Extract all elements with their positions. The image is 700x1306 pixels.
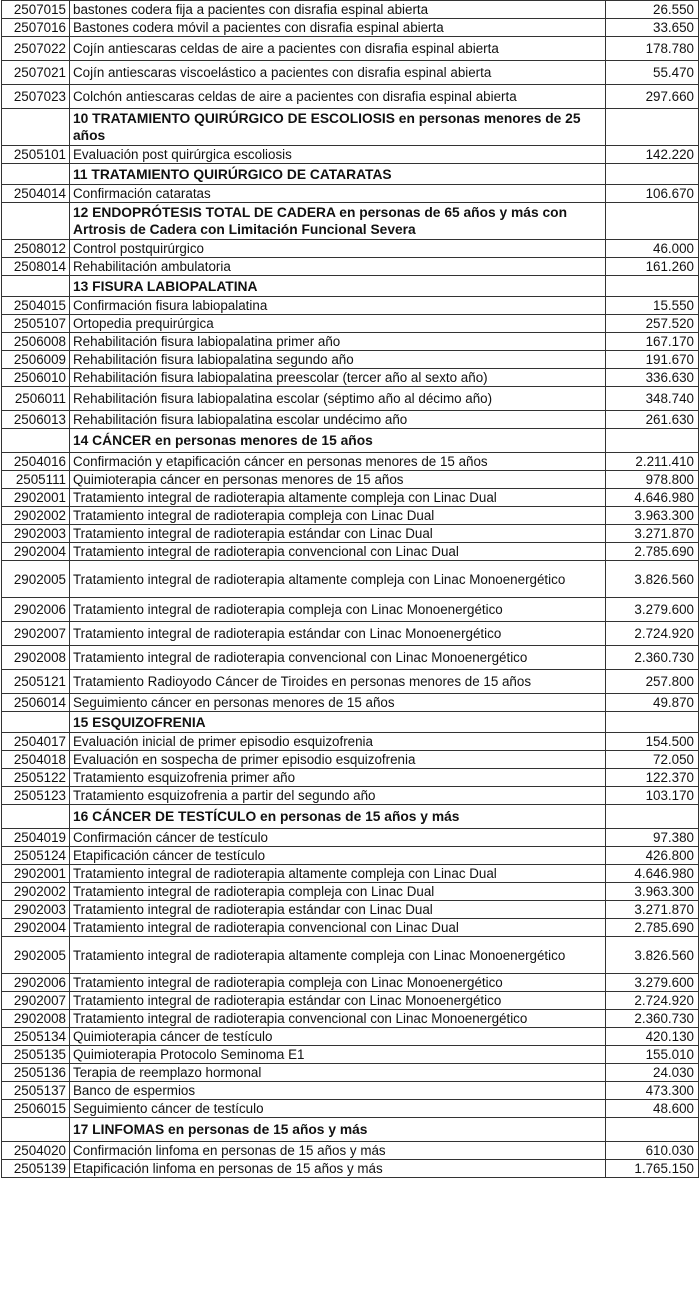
value-cell: 167.170	[606, 333, 699, 351]
table-row	[2, 258, 699, 276]
section-header-row	[2, 429, 699, 453]
description-cell: Rehabilitación fisura labiopalatina preescolar (tercer año al sexto año)	[70, 369, 606, 387]
section-header-row	[2, 805, 699, 829]
value-cell	[606, 276, 699, 297]
table-row	[2, 694, 699, 712]
value-cell: 257.520	[606, 315, 699, 333]
table-row	[2, 1100, 699, 1118]
description-cell: Tratamiento integral de radioterapia estándar con Linac Monoenergético	[70, 622, 606, 646]
code-cell: 2902002	[2, 507, 70, 525]
value-cell: 97.380	[606, 829, 699, 847]
code-cell: 2902007	[2, 992, 70, 1010]
section-title: 16 CÁNCER DE TESTÍCULO en personas de 15 años y más	[70, 805, 606, 829]
table-row	[2, 561, 699, 598]
code-cell: 2505139	[2, 1160, 70, 1178]
table-row	[2, 543, 699, 561]
value-cell: 4.646.980	[606, 865, 699, 883]
section-title: 10 TRATAMIENTO QUIRÚRGICO DE ESCOLIOSIS en personas menores de 25 años	[70, 109, 606, 146]
description-cell: Tratamiento Radioyodo Cáncer de Tiroides en personas menores de 15 años	[70, 670, 606, 694]
code-cell: 2505101	[2, 146, 70, 164]
description-cell: Terapia de reemplazo hormonal	[70, 1064, 606, 1082]
value-cell: 610.030	[606, 1142, 699, 1160]
table-row	[2, 787, 699, 805]
section-title: 11 TRATAMIENTO QUIRÚRGICO DE CATARATAS	[70, 164, 606, 185]
value-cell: 3.279.600	[606, 598, 699, 622]
description-cell: Tratamiento integral de radioterapia altamente compleja con Linac Monoenergético	[70, 937, 606, 974]
code-cell: 2902006	[2, 598, 70, 622]
table-row	[2, 622, 699, 646]
code-cell: 2902004	[2, 919, 70, 937]
code-cell	[2, 712, 70, 733]
code-cell: 2505111	[2, 471, 70, 489]
description-cell: Rehabilitación fisura labiopalatina escolar (séptimo año al décimo año)	[70, 387, 606, 411]
table-row	[2, 829, 699, 847]
value-cell: 142.220	[606, 146, 699, 164]
description-cell: Confirmación fisura labiopalatina	[70, 297, 606, 315]
description-cell: Ortopedia prequirúrgica	[70, 315, 606, 333]
description-cell: Confirmación cáncer de testículo	[70, 829, 606, 847]
value-cell: 178.780	[606, 37, 699, 61]
description-cell: Tratamiento integral de radioterapia convencional con Linac Monoenergético	[70, 646, 606, 670]
table-row	[2, 646, 699, 670]
code-cell: 2506013	[2, 411, 70, 429]
table-row	[2, 37, 699, 61]
description-cell: Etapificación linfoma en personas de 15 años y más	[70, 1160, 606, 1178]
section-header-row	[2, 712, 699, 733]
description-cell: Tratamiento integral de radioterapia altamente compleja con Linac Dual	[70, 865, 606, 883]
code-cell: 2902001	[2, 489, 70, 507]
value-cell: 2.724.920	[606, 622, 699, 646]
section-title: 15 ESQUIZOFRENIA	[70, 712, 606, 733]
table-row	[2, 333, 699, 351]
code-cell: 2504015	[2, 297, 70, 315]
table-row	[2, 974, 699, 992]
table-row	[2, 146, 699, 164]
value-cell: 4.646.980	[606, 489, 699, 507]
value-cell: 103.170	[606, 787, 699, 805]
value-cell	[606, 164, 699, 185]
code-cell: 2505124	[2, 847, 70, 865]
description-cell: Tratamiento integral de radioterapia convencional con Linac Dual	[70, 543, 606, 561]
table-row	[2, 751, 699, 769]
value-cell: 3.279.600	[606, 974, 699, 992]
table-row	[2, 883, 699, 901]
value-cell: 336.630	[606, 369, 699, 387]
value-cell: 2.211.410	[606, 453, 699, 471]
code-cell: 2505121	[2, 670, 70, 694]
table-row	[2, 1082, 699, 1100]
description-cell: Tratamiento integral de radioterapia compleja con Linac Dual	[70, 883, 606, 901]
description-cell: Rehabilitación ambulatoria	[70, 258, 606, 276]
value-cell: 3.963.300	[606, 883, 699, 901]
section-header-row	[2, 203, 699, 240]
table-row	[2, 1142, 699, 1160]
value-cell	[606, 712, 699, 733]
code-cell: 2902005	[2, 937, 70, 974]
value-cell: 154.500	[606, 733, 699, 751]
code-cell: 2902006	[2, 974, 70, 992]
code-cell: 2505135	[2, 1046, 70, 1064]
table-row	[2, 1010, 699, 1028]
code-cell: 2902003	[2, 901, 70, 919]
table-row	[2, 315, 699, 333]
table-row	[2, 847, 699, 865]
value-cell: 978.800	[606, 471, 699, 489]
description-cell: Tratamiento integral de radioterapia estándar con Linac Dual	[70, 901, 606, 919]
description-cell: Etapificación cáncer de testículo	[70, 847, 606, 865]
code-cell: 2902004	[2, 543, 70, 561]
description-cell: Tratamiento esquizofrenia primer año	[70, 769, 606, 787]
table-row	[2, 865, 699, 883]
code-cell: 2508014	[2, 258, 70, 276]
description-cell: Bastones codera móvil a pacientes con disrafia espinal abierta	[70, 19, 606, 37]
value-cell: 1.765.150	[606, 1160, 699, 1178]
table-row	[2, 411, 699, 429]
value-cell: 426.800	[606, 847, 699, 865]
value-cell: 3.826.560	[606, 937, 699, 974]
code-cell: 2902005	[2, 561, 70, 598]
value-cell: 33.650	[606, 19, 699, 37]
description-cell: Tratamiento integral de radioterapia convencional con Linac Dual	[70, 919, 606, 937]
description-cell: Evaluación en sospecha de primer episodio esquizofrenia	[70, 751, 606, 769]
code-cell: 2504017	[2, 733, 70, 751]
description-cell: Quimioterapia cáncer en personas menores de 15 años	[70, 471, 606, 489]
table-row	[2, 670, 699, 694]
table-row	[2, 61, 699, 85]
description-cell: Tratamiento integral de radioterapia altamente compleja con Linac Monoenergético	[70, 561, 606, 598]
description-cell: Quimioterapia cáncer de testículo	[70, 1028, 606, 1046]
table-row	[2, 185, 699, 203]
value-cell: 2.785.690	[606, 919, 699, 937]
value-cell: 3.826.560	[606, 561, 699, 598]
code-cell: 2506011	[2, 387, 70, 411]
code-cell	[2, 1118, 70, 1142]
value-cell: 55.470	[606, 61, 699, 85]
description-cell: Confirmación y etapificación cáncer en personas menores de 15 años	[70, 453, 606, 471]
code-cell: 2507016	[2, 19, 70, 37]
table-row	[2, 507, 699, 525]
table-body	[2, 1, 699, 1178]
description-cell: bastones codera fija a pacientes con disrafia espinal abierta	[70, 1, 606, 19]
value-cell: 2.724.920	[606, 992, 699, 1010]
value-cell: 3.271.870	[606, 901, 699, 919]
code-cell: 2505136	[2, 1064, 70, 1082]
section-title: 12 ENDOPRÓTESIS TOTAL DE CADERA en personas de 65 años y más con Artrosis de Cadera con Limitación Funcional Severa	[70, 203, 606, 240]
description-cell: Banco de espermios	[70, 1082, 606, 1100]
value-cell: 2.785.690	[606, 543, 699, 561]
value-cell: 48.600	[606, 1100, 699, 1118]
table-row	[2, 351, 699, 369]
table-row	[2, 525, 699, 543]
code-cell: 2902002	[2, 883, 70, 901]
value-cell	[606, 109, 699, 146]
value-cell: 106.670	[606, 185, 699, 203]
code-cell: 2506015	[2, 1100, 70, 1118]
section-title: 13 FISURA LABIOPALATINA	[70, 276, 606, 297]
table-row	[2, 769, 699, 787]
table-row	[2, 471, 699, 489]
value-cell: 257.800	[606, 670, 699, 694]
code-cell	[2, 164, 70, 185]
table-row	[2, 937, 699, 974]
code-cell: 2505123	[2, 787, 70, 805]
table-row	[2, 489, 699, 507]
code-cell: 2902003	[2, 525, 70, 543]
value-cell: 26.550	[606, 1, 699, 19]
table-row	[2, 901, 699, 919]
description-cell: Tratamiento integral de radioterapia compleja con Linac Monoenergético	[70, 598, 606, 622]
description-cell: Cojín antiescaras viscoelástico a pacientes con disrafia espinal abierta	[70, 61, 606, 85]
description-cell: Colchón antiescaras celdas de aire a pacientes con disrafia espinal abierta	[70, 85, 606, 109]
value-cell	[606, 429, 699, 453]
value-cell: 420.130	[606, 1028, 699, 1046]
code-cell: 2505122	[2, 769, 70, 787]
code-cell: 2902008	[2, 1010, 70, 1028]
value-cell: 72.050	[606, 751, 699, 769]
value-cell: 3.271.870	[606, 525, 699, 543]
code-cell	[2, 805, 70, 829]
code-cell: 2506010	[2, 369, 70, 387]
table-row	[2, 1046, 699, 1064]
value-cell: 15.550	[606, 297, 699, 315]
table-row	[2, 1160, 699, 1178]
value-cell: 261.630	[606, 411, 699, 429]
description-cell: Confirmación linfoma en personas de 15 años y más	[70, 1142, 606, 1160]
value-cell: 191.670	[606, 351, 699, 369]
code-cell: 2505137	[2, 1082, 70, 1100]
table-row	[2, 992, 699, 1010]
code-cell	[2, 109, 70, 146]
description-cell: Confirmación cataratas	[70, 185, 606, 203]
description-cell: Evaluación inicial de primer episodio esquizofrenia	[70, 733, 606, 751]
table-row	[2, 1064, 699, 1082]
description-cell: Tratamiento esquizofrenia a partir del segundo año	[70, 787, 606, 805]
description-cell: Tratamiento integral de radioterapia compleja con Linac Dual	[70, 507, 606, 525]
table-row	[2, 1, 699, 19]
value-cell: 2.360.730	[606, 1010, 699, 1028]
code-cell: 2506009	[2, 351, 70, 369]
value-cell: 473.300	[606, 1082, 699, 1100]
value-cell: 46.000	[606, 240, 699, 258]
code-cell: 2505107	[2, 315, 70, 333]
section-header-row	[2, 164, 699, 185]
code-cell: 2504014	[2, 185, 70, 203]
value-cell: 122.370	[606, 769, 699, 787]
description-cell: Rehabilitación fisura labiopalatina escolar undécimo año	[70, 411, 606, 429]
description-cell: Seguimiento cáncer de testículo	[70, 1100, 606, 1118]
table-row	[2, 387, 699, 411]
code-cell: 2504019	[2, 829, 70, 847]
description-cell: Seguimiento cáncer en personas menores de 15 años	[70, 694, 606, 712]
table-row	[2, 919, 699, 937]
table-row	[2, 85, 699, 109]
table-row	[2, 240, 699, 258]
description-cell: Rehabilitación fisura labiopalatina primer año	[70, 333, 606, 351]
value-cell: 2.360.730	[606, 646, 699, 670]
code-cell	[2, 429, 70, 453]
section-header-row	[2, 276, 699, 297]
code-cell: 2507021	[2, 61, 70, 85]
description-cell: Tratamiento integral de radioterapia compleja con Linac Monoenergético	[70, 974, 606, 992]
table-row	[2, 1028, 699, 1046]
table-row	[2, 19, 699, 37]
description-cell: Control postquirúrgico	[70, 240, 606, 258]
code-cell: 2507015	[2, 1, 70, 19]
table-row	[2, 733, 699, 751]
table-row	[2, 453, 699, 471]
section-header-row	[2, 109, 699, 146]
code-cell: 2504020	[2, 1142, 70, 1160]
value-cell: 161.260	[606, 258, 699, 276]
table-row	[2, 598, 699, 622]
code-cell: 2508012	[2, 240, 70, 258]
code-cell: 2506014	[2, 694, 70, 712]
section-title: 14 CÁNCER en personas menores de 15 años	[70, 429, 606, 453]
table-row	[2, 369, 699, 387]
value-cell: 297.660	[606, 85, 699, 109]
code-cell: 2505134	[2, 1028, 70, 1046]
description-cell: Tratamiento integral de radioterapia estándar con Linac Dual	[70, 525, 606, 543]
code-cell: 2507023	[2, 85, 70, 109]
code-cell: 2902007	[2, 622, 70, 646]
value-cell	[606, 203, 699, 240]
value-cell: 3.963.300	[606, 507, 699, 525]
value-cell: 24.030	[606, 1064, 699, 1082]
description-cell: Tratamiento integral de radioterapia convencional con Linac Monoenergético	[70, 1010, 606, 1028]
value-cell: 348.740	[606, 387, 699, 411]
value-cell: 49.870	[606, 694, 699, 712]
description-cell: Cojín antiescaras celdas de aire a pacientes con disrafia espinal abierta	[70, 37, 606, 61]
code-cell: 2504018	[2, 751, 70, 769]
code-cell: 2902008	[2, 646, 70, 670]
section-header-row	[2, 1118, 699, 1142]
code-cell: 2507022	[2, 37, 70, 61]
code-cell: 2504016	[2, 453, 70, 471]
description-cell: Quimioterapia Protocolo Seminoma E1	[70, 1046, 606, 1064]
price-table	[1, 0, 699, 1178]
value-cell	[606, 805, 699, 829]
value-cell: 155.010	[606, 1046, 699, 1064]
description-cell: Evaluación post quirúrgica escoliosis	[70, 146, 606, 164]
section-title: 17 LINFOMAS en personas de 15 años y más	[70, 1118, 606, 1142]
code-cell	[2, 203, 70, 240]
value-cell	[606, 1118, 699, 1142]
code-cell	[2, 276, 70, 297]
description-cell: Tratamiento integral de radioterapia estándar con Linac Monoenergético	[70, 992, 606, 1010]
description-cell: Tratamiento integral de radioterapia altamente compleja con Linac Dual	[70, 489, 606, 507]
code-cell: 2506008	[2, 333, 70, 351]
table-row	[2, 297, 699, 315]
code-cell: 2902001	[2, 865, 70, 883]
description-cell: Rehabilitación fisura labiopalatina segundo año	[70, 351, 606, 369]
